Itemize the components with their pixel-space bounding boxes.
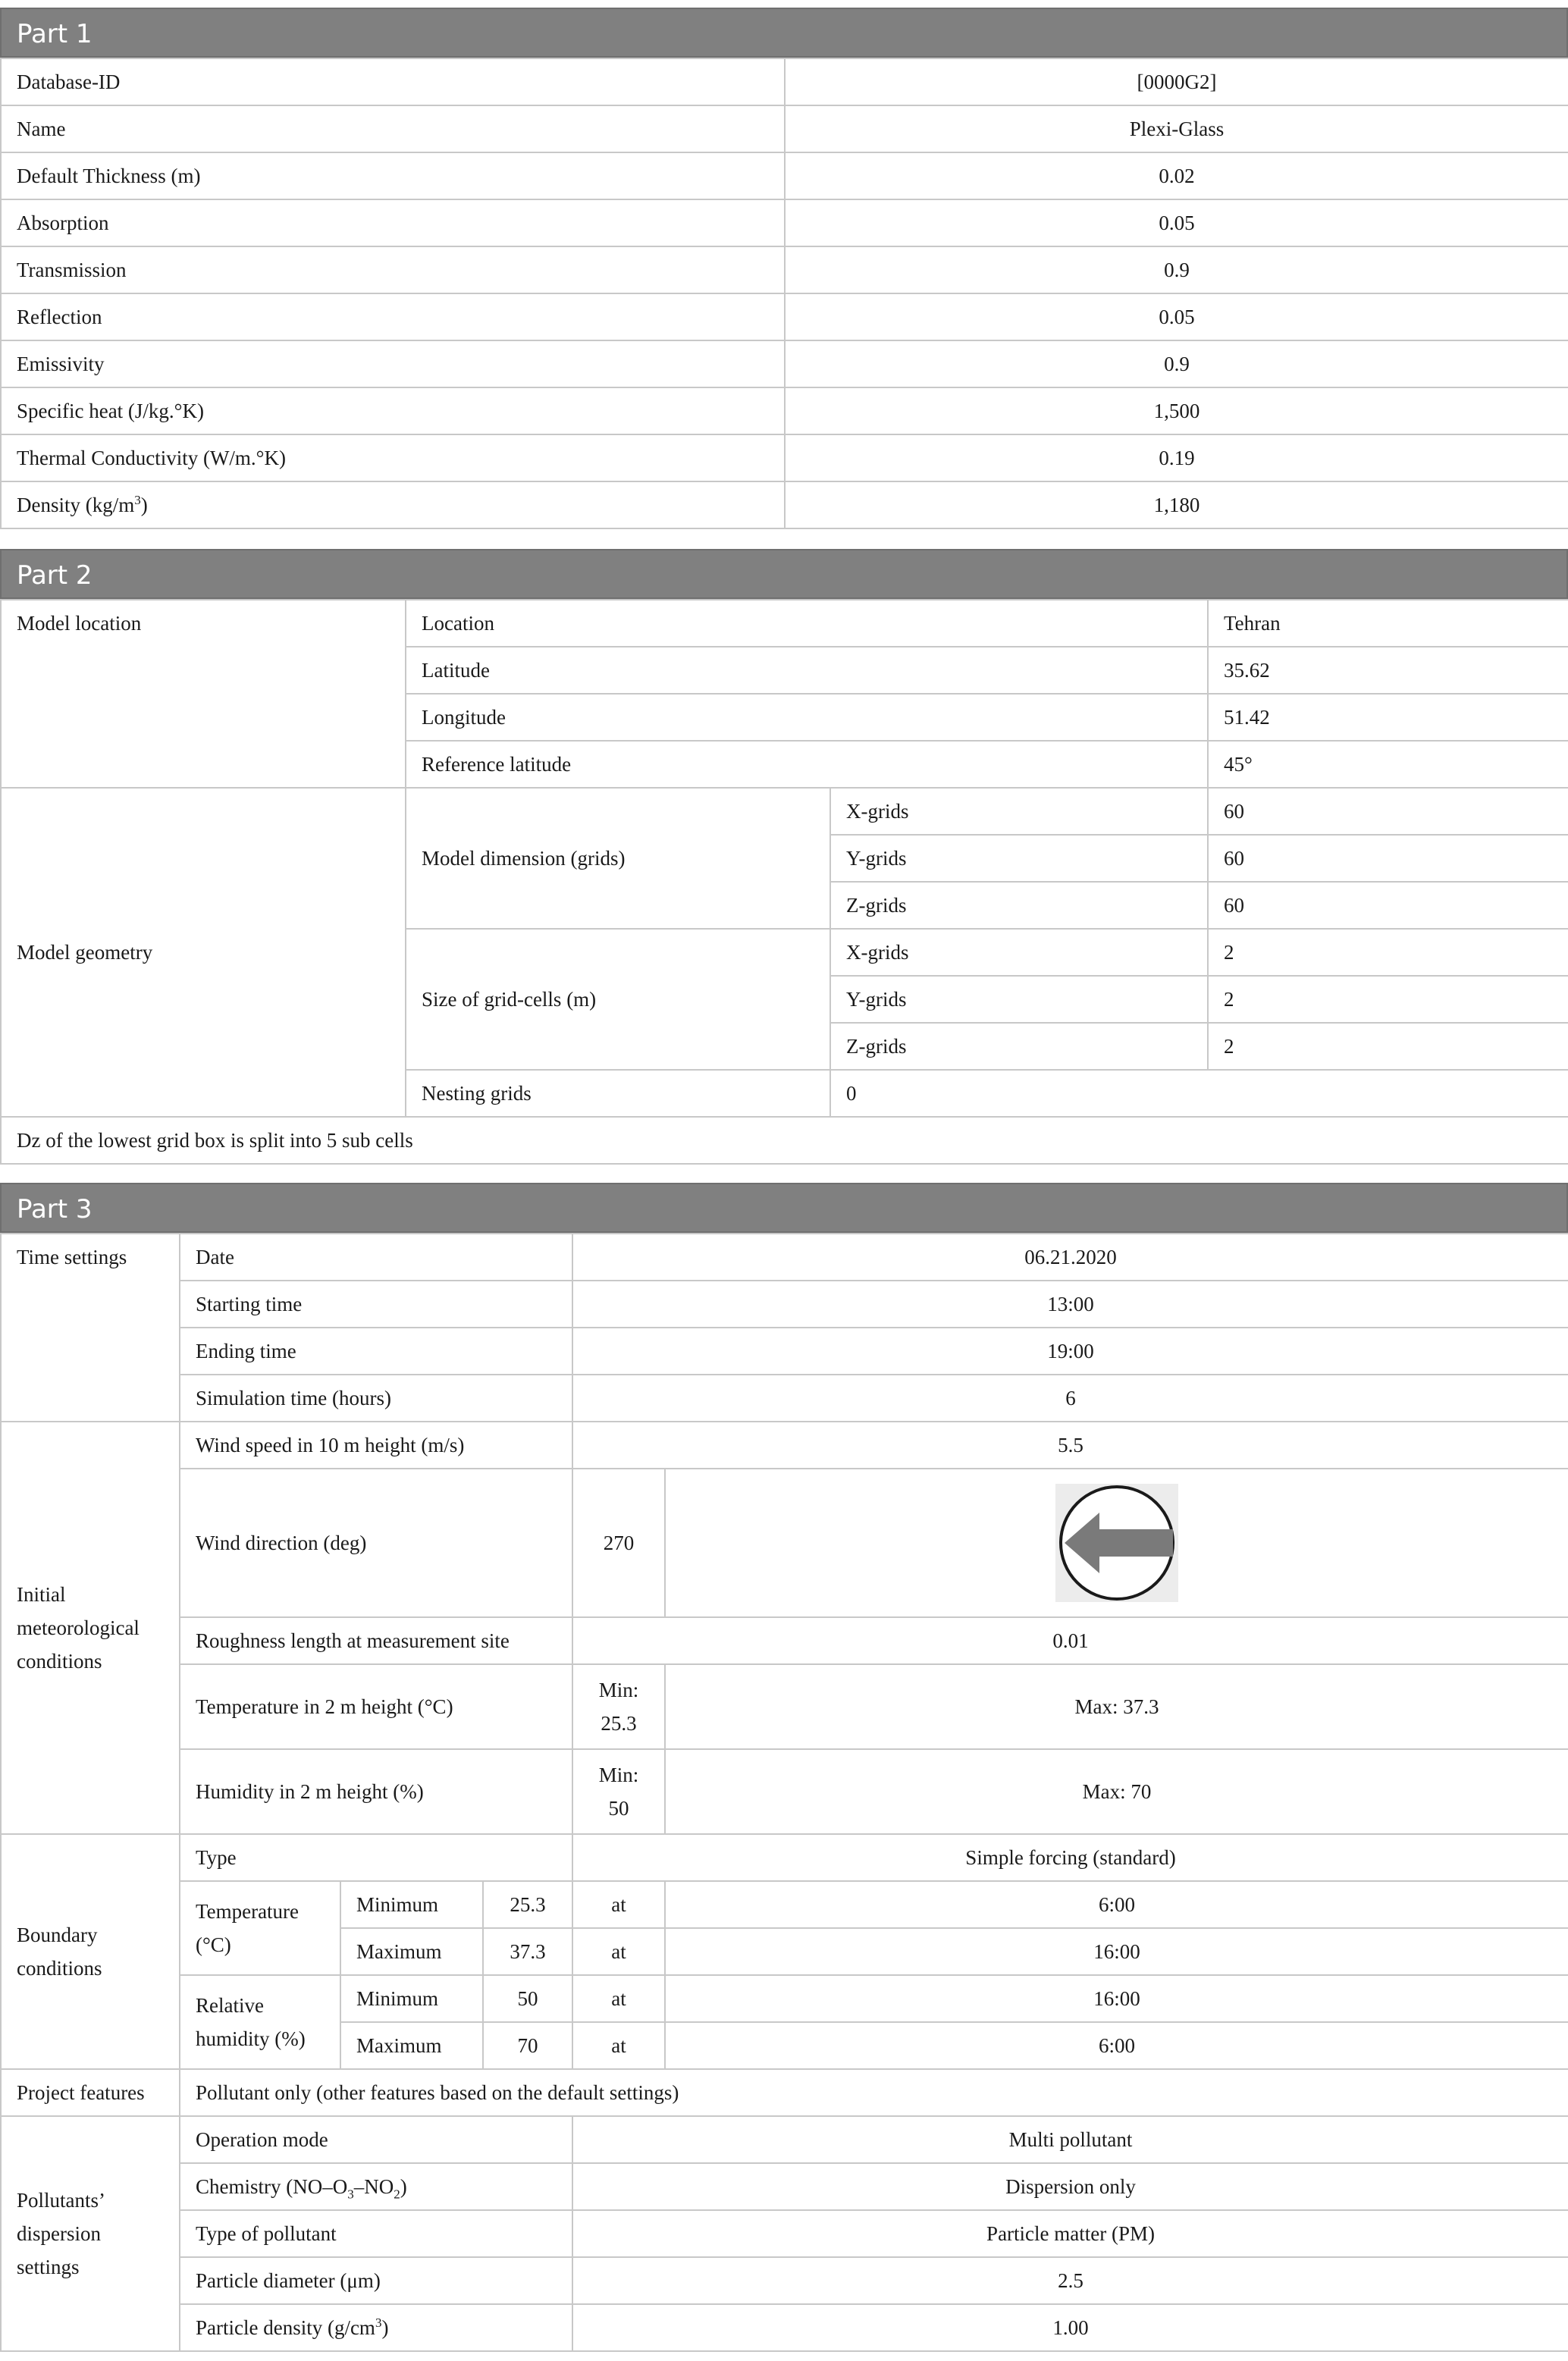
boundary-kind: Maximum (340, 2022, 483, 2069)
pollutants-label-line3: settings (17, 2256, 80, 2278)
size-z-label: Z-grids (830, 1023, 1208, 1070)
part1-label: Default Thickness (m) (1, 152, 785, 199)
location-label: Location (406, 600, 1208, 647)
size-z-value: 2 (1208, 1023, 1568, 1070)
reference-latitude-label: Reference latitude (406, 741, 1208, 788)
chemistry-value: Dispersion only (572, 2163, 1568, 2210)
part1-value: 0.9 (785, 246, 1568, 293)
dim-y-label: Y-grids (830, 835, 1208, 882)
boundary-kind: Maximum (340, 1928, 483, 1975)
chemistry-sub-no2: 2 (394, 2187, 400, 2202)
boundary-at: at (572, 1881, 665, 1928)
particle-density-sup: 3 (375, 2316, 382, 2330)
simulation-time-value: 6 (572, 1375, 1568, 1422)
latitude-value: 35.62 (1208, 647, 1568, 694)
size-x-label: X-grids (830, 929, 1208, 976)
boundary-kind: Minimum (340, 1975, 483, 2022)
latitude-label: Latitude (406, 647, 1208, 694)
model-geometry-label: Model geometry (1, 788, 406, 1117)
pollutant-type-value: Particle matter (PM) (572, 2210, 1568, 2257)
part1-row (1, 199, 1568, 246)
operation-mode-value: Multi pollutant (572, 2116, 1568, 2163)
size-x-value: 2 (1208, 929, 1568, 976)
boundary-rh-line1: Relative (196, 1994, 264, 2017)
part2-table (0, 599, 1568, 1165)
part3-section (0, 1183, 1568, 2352)
part1-value: 0.02 (785, 152, 1568, 199)
left-arrow-in-circle-icon (1055, 1484, 1178, 1602)
initial-meteo-label-line1: Initial (17, 1583, 66, 1606)
chemistry-label-pre: Chemistry (NO–O (196, 2175, 348, 2198)
particle-density-label-pre: Particle density (g/cm (196, 2316, 375, 2339)
wind-direction-icon-cell (665, 1469, 1568, 1617)
dim-x-value: 60 (1208, 788, 1568, 835)
temperature-2m-min (572, 1664, 665, 1749)
initial-meteo-label-line2: meteorological (17, 1616, 140, 1639)
part1-row (1, 246, 1568, 293)
boundary-time: 16:00 (665, 1928, 1568, 1975)
ending-time-value: 19:00 (572, 1328, 1568, 1375)
starting-time-label: Starting time (180, 1281, 572, 1328)
part1-label: Name (1, 105, 785, 152)
part1-row (1, 434, 1568, 481)
wind-direction-value: 270 (572, 1469, 665, 1617)
wind-speed-value: 5.5 (572, 1422, 1568, 1469)
part1-label: Database-ID (1, 58, 785, 105)
humidity-2m-max: Max: 70 (665, 1749, 1568, 1834)
boundary-conditions-label (1, 1834, 180, 2069)
chemistry-label-post: ) (400, 2175, 407, 2198)
size-y-value: 2 (1208, 976, 1568, 1023)
temperature-2m-label: Temperature in 2 m height (°C) (180, 1664, 572, 1749)
part1-value: 0.9 (785, 340, 1568, 387)
part1-label (1, 481, 785, 528)
particle-density-value: 1.00 (572, 2304, 1568, 2351)
humidity-2m-min-value: 50 (608, 1797, 629, 1820)
boundary-time: 16:00 (665, 1975, 1568, 2022)
date-label: Date (180, 1234, 572, 1281)
particle-density-label-post: ) (381, 2316, 389, 2339)
boundary-rh-line2: humidity (%) (196, 2027, 306, 2050)
boundary-time: 6:00 (665, 2022, 1568, 2069)
humidity-2m-label: Humidity in 2 m height (%) (180, 1749, 572, 1834)
part1-label: Emissivity (1, 340, 785, 387)
boundary-temperature-label (180, 1881, 340, 1975)
part1-section (0, 8, 1568, 529)
project-features-label: Project features (1, 2069, 180, 2116)
time-settings-label: Time settings (1, 1234, 180, 1422)
dim-x-label: X-grids (830, 788, 1208, 835)
roughness-label: Roughness length at measurement site (180, 1617, 572, 1664)
pollutants-label-line2: dispersion (17, 2222, 101, 2245)
dim-y-value: 60 (1208, 835, 1568, 882)
boundary-at: at (572, 2022, 665, 2069)
part1-label-pre: Density (kg/m (17, 494, 135, 516)
boundary-at: at (572, 1975, 665, 2022)
boundary-type-value: Simple forcing (standard) (572, 1834, 1568, 1881)
boundary-value: 25.3 (483, 1881, 572, 1928)
chemistry-label (180, 2163, 572, 2210)
part2-footer-note: Dz of the lowest grid box is split into 5 sub cells (1, 1117, 1568, 1164)
part3-table (0, 1233, 1568, 2352)
part1-value: 0.05 (785, 293, 1568, 340)
part1-value: 0.19 (785, 434, 1568, 481)
part1-label: Transmission (1, 246, 785, 293)
part1-title: Part 1 (0, 8, 1568, 58)
longitude-value: 51.42 (1208, 694, 1568, 741)
humidity-2m-min (572, 1749, 665, 1834)
temperature-2m-min-label: Min: (598, 1679, 639, 1701)
part1-value: 0.05 (785, 199, 1568, 246)
boundary-label-line1: Boundary (17, 1924, 98, 1946)
simulation-time-label: Simulation time (hours) (180, 1375, 572, 1422)
boundary-temp-line1: Temperature (196, 1900, 299, 1923)
date-value: 06.21.2020 (572, 1234, 1568, 1281)
part1-label: Specific heat (J/kg.°K) (1, 387, 785, 434)
part1-row (1, 293, 1568, 340)
boundary-label-line2: conditions (17, 1957, 102, 1980)
part1-value: Plexi-Glass (785, 105, 1568, 152)
project-features-value: Pollutant only (other features based on the default settings) (180, 2069, 1568, 2116)
particle-diameter-value: 2.5 (572, 2257, 1568, 2304)
part1-label: Thermal Conductivity (W/m.°K) (1, 434, 785, 481)
pollutants-label-line1: Pollutants’ (17, 2189, 106, 2212)
dim-z-value: 60 (1208, 882, 1568, 929)
starting-time-value: 13:00 (572, 1281, 1568, 1328)
part1-row (1, 58, 1568, 105)
boundary-type-label: Type (180, 1834, 572, 1881)
part1-label: Reflection (1, 293, 785, 340)
part1-value: [0000G2] (785, 58, 1568, 105)
boundary-time: 6:00 (665, 1881, 1568, 1928)
reference-latitude-value: 45° (1208, 741, 1568, 788)
part2-section (0, 549, 1568, 1165)
temperature-2m-max: Max: 37.3 (665, 1664, 1568, 1749)
part1-row (1, 105, 1568, 152)
part2-title: Part 2 (0, 549, 1568, 599)
location-value: Tehran (1208, 600, 1568, 647)
boundary-value: 37.3 (483, 1928, 572, 1975)
boundary-at: at (572, 1928, 665, 1975)
particle-diameter-label: Particle diameter (μm) (180, 2257, 572, 2304)
boundary-value: 70 (483, 2022, 572, 2069)
part1-row (1, 481, 1568, 528)
boundary-value: 50 (483, 1975, 572, 2022)
particle-density-label (180, 2304, 572, 2351)
model-dimension-label: Model dimension (grids) (406, 788, 830, 929)
dim-z-label: Z-grids (830, 882, 1208, 929)
initial-meteo-label-line3: conditions (17, 1650, 102, 1673)
nesting-grids-value: 0 (830, 1070, 1568, 1117)
nesting-grids-label: Nesting grids (406, 1070, 830, 1117)
part1-row (1, 387, 1568, 434)
part1-value: 1,180 (785, 481, 1568, 528)
part1-value: 1,500 (785, 387, 1568, 434)
part1-label-sup: 3 (134, 493, 141, 507)
part1-label: Absorption (1, 199, 785, 246)
ending-time-label: Ending time (180, 1328, 572, 1375)
wind-speed-label: Wind speed in 10 m height (m/s) (180, 1422, 572, 1469)
pollutant-type-label: Type of pollutant (180, 2210, 572, 2257)
wind-direction-label: Wind direction (deg) (180, 1469, 572, 1617)
part1-row (1, 152, 1568, 199)
boundary-kind: Minimum (340, 1881, 483, 1928)
longitude-label: Longitude (406, 694, 1208, 741)
temperature-2m-min-value: 25.3 (601, 1712, 637, 1735)
humidity-2m-min-label: Min: (598, 1764, 639, 1786)
part1-table (0, 58, 1568, 529)
part1-label-post: ) (140, 494, 148, 516)
initial-meteo-label (1, 1422, 180, 1834)
boundary-temp-line2: (°C) (196, 1933, 231, 1956)
size-y-label: Y-grids (830, 976, 1208, 1023)
pollutants-settings-label (1, 2116, 180, 2351)
model-location-label: Model location (1, 600, 406, 788)
grid-size-label: Size of grid-cells (m) (406, 929, 830, 1070)
chemistry-sub-o3: 3 (347, 2187, 354, 2202)
part3-title: Part 3 (0, 1183, 1568, 1233)
boundary-humidity-label (180, 1975, 340, 2069)
chemistry-label-mid: –NO (353, 2175, 394, 2198)
operation-mode-label: Operation mode (180, 2116, 572, 2163)
part1-row (1, 340, 1568, 387)
roughness-value: 0.01 (572, 1617, 1568, 1664)
